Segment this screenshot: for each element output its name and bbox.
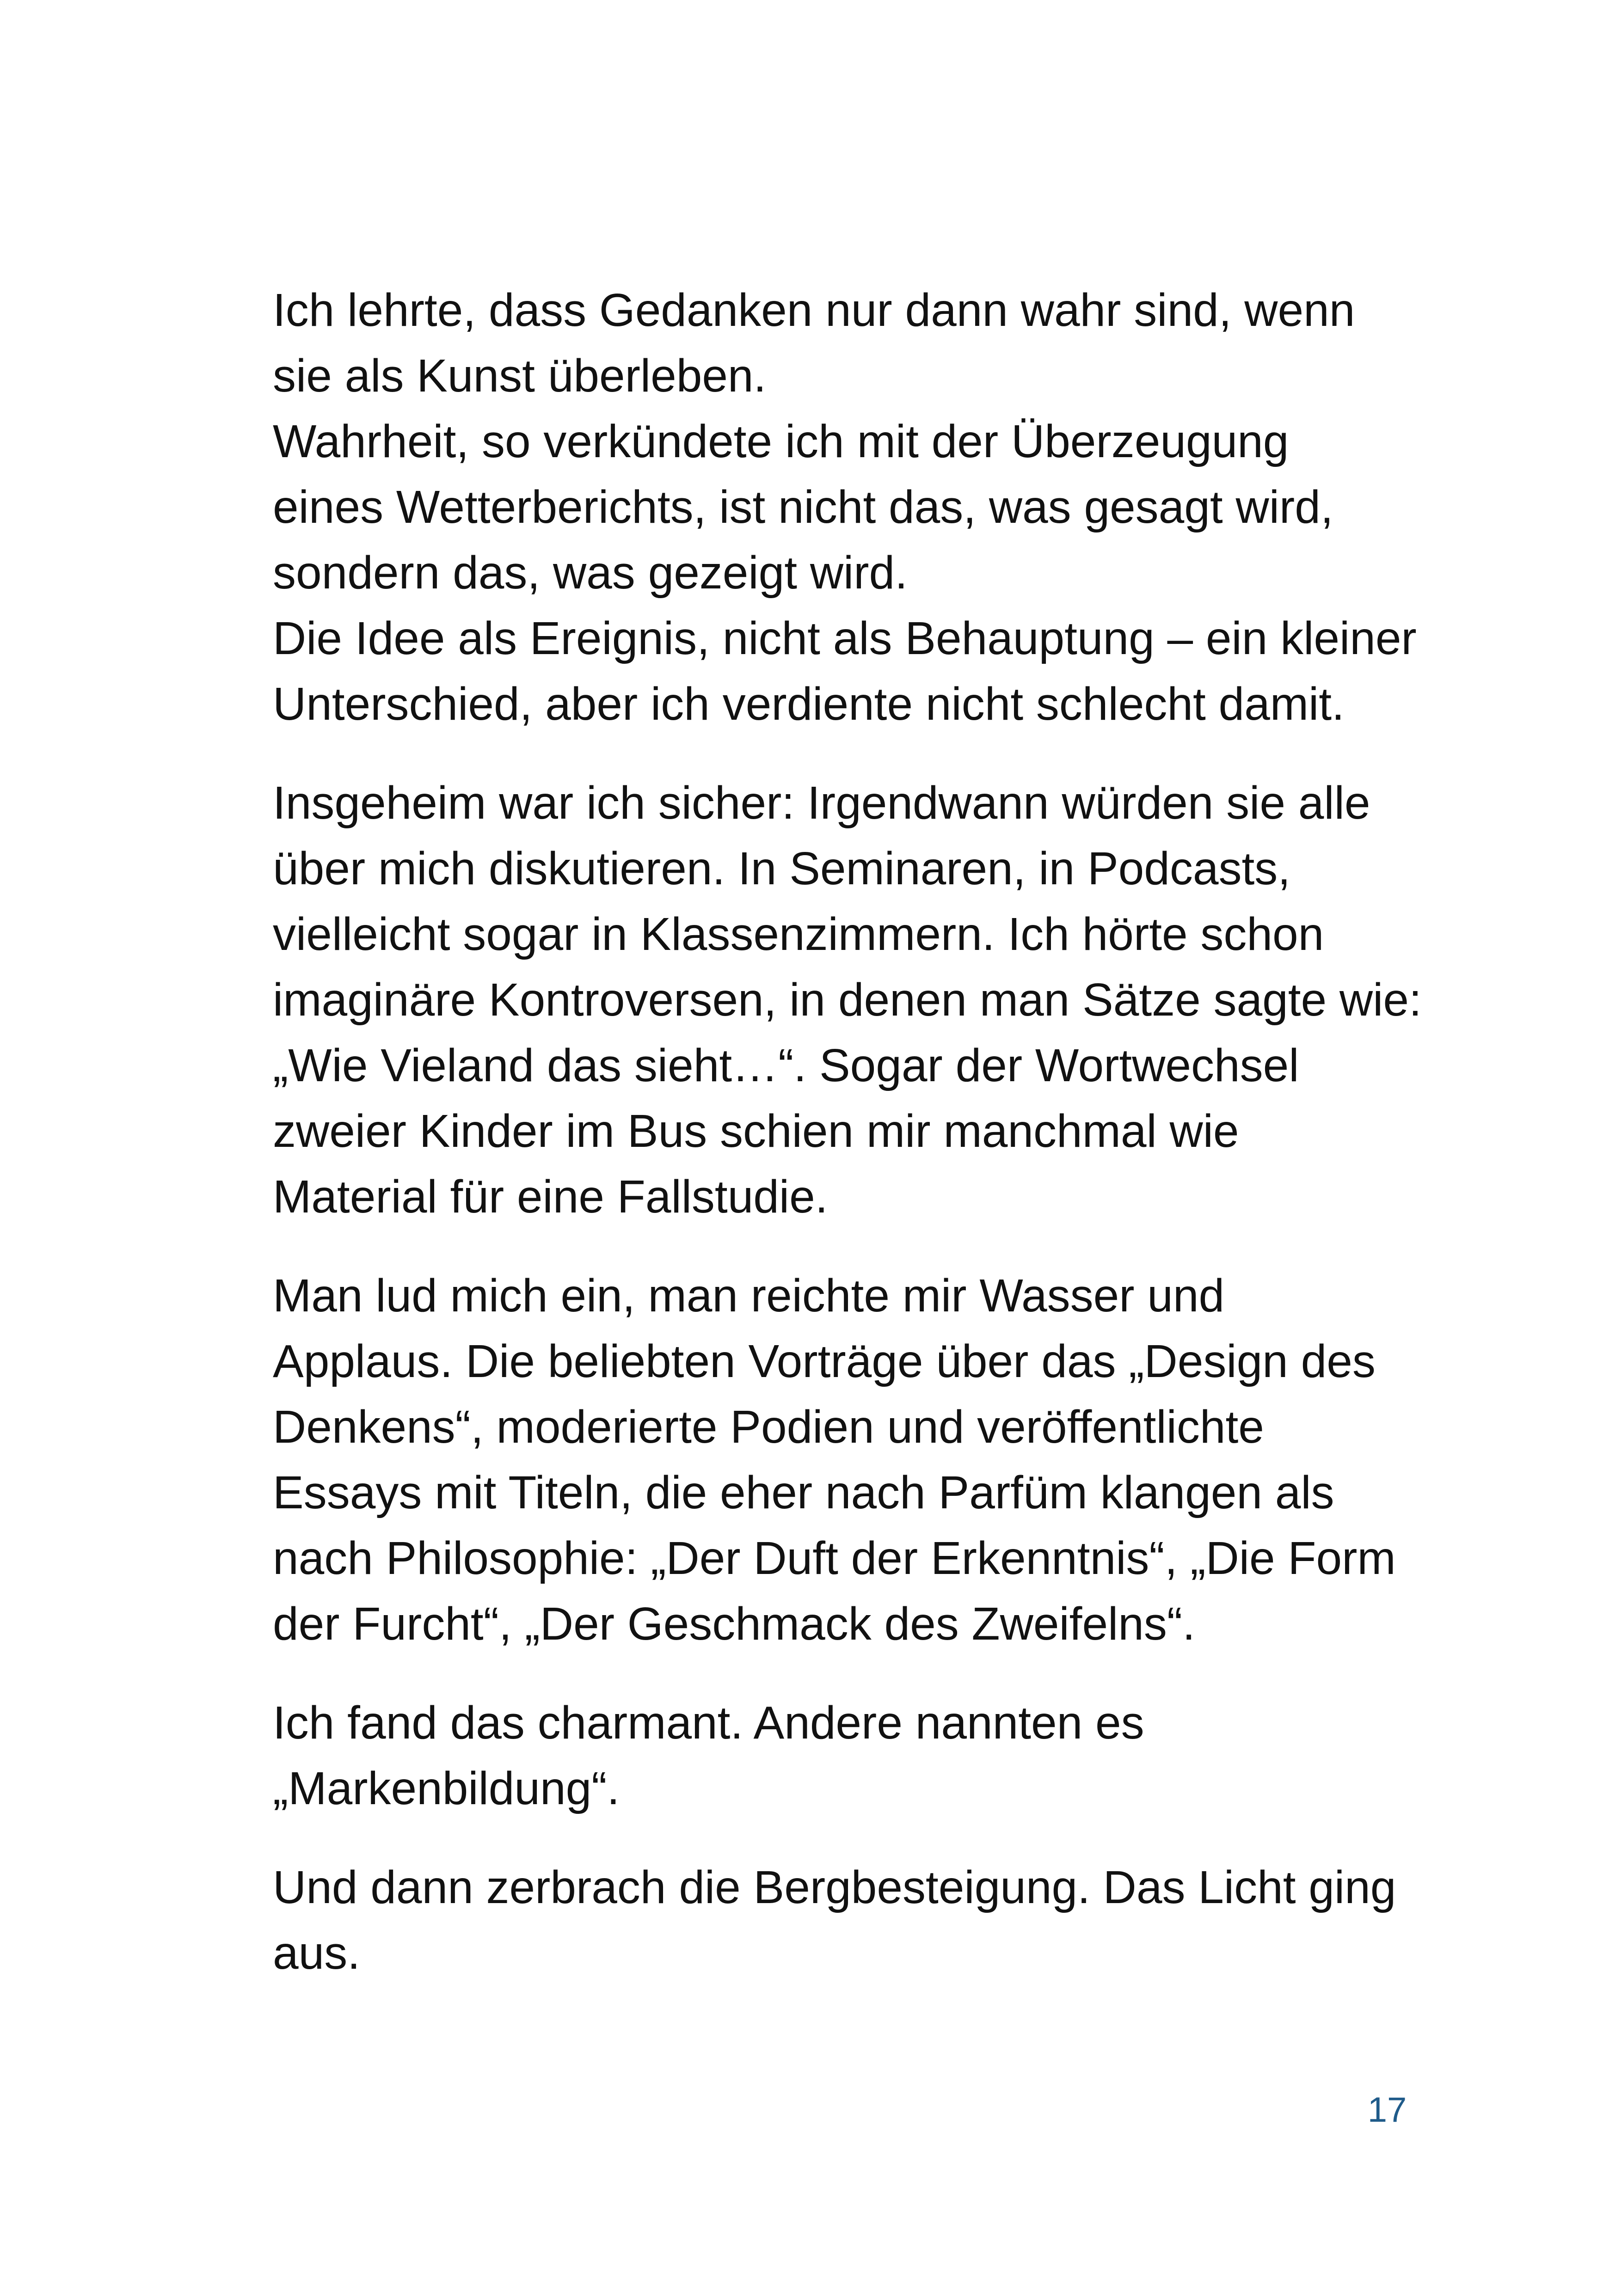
text-line: Denkens“, moderierte Podien und veröffentlichte <box>273 1401 1264 1453</box>
paragraph-4 <box>273 1690 1406 1821</box>
text-line: aus. <box>273 1927 361 1979</box>
text-line: „Wie Vieland das sieht…“. Sogar der Wortwechsel <box>273 1040 1299 1091</box>
text-line: über mich diskutieren. In Seminaren, in Podcasts, <box>273 843 1291 894</box>
paragraph-2 <box>273 770 1422 1230</box>
text-line: Material für eine Fallstudie. <box>273 1171 828 1223</box>
text-line: Und dann zerbrach die Bergbesteigung. Das Licht ging <box>273 1861 1396 1913</box>
text-line: sie als Kunst überleben. <box>273 350 767 402</box>
text-line: eines Wetterberichts, ist nicht das, was gesagt wird, <box>273 481 1333 533</box>
paragraph-5 <box>273 1855 1406 1986</box>
text-line: nach Philosophie: „Der Duft der Erkenntnis“, „Die Form <box>273 1532 1396 1584</box>
text-line: Die Idee als Ereignis, nicht als Behauptung – ein kleiner <box>273 612 1417 664</box>
text-line: sondern das, was gezeigt wird. <box>273 547 908 599</box>
page-number: 17 <box>1367 2090 1407 2130</box>
text-line: imaginäre Kontroversen, in denen man Sätze sagte wie: <box>273 974 1422 1026</box>
text-line: Essays mit Titeln, die eher nach Parfüm klangen als <box>273 1467 1334 1518</box>
body-text <box>273 277 1422 2019</box>
text-line: Man lud mich ein, man reichte mir Wasser und <box>273 1270 1225 1322</box>
text-line: Applaus. Die beliebten Vorträge über das „Design des <box>273 1335 1376 1387</box>
text-line: Unterschied, aber ich verdiente nicht schlecht damit. <box>273 678 1345 730</box>
text-line: vielleicht sogar in Klassenzimmern. Ich hörte schon <box>273 908 1324 960</box>
paragraph-3 <box>273 1263 1406 1657</box>
text-line: zweier Kinder im Bus schien mir manchmal wie <box>273 1105 1239 1157</box>
text-line: „Markenbildung“. <box>273 1763 620 1814</box>
text-line: Wahrheit, so verkündete ich mit der Überzeugung <box>273 416 1289 467</box>
paragraph-1 <box>273 277 1417 737</box>
text-line: Ich lehrte, dass Gedanken nur dann wahr sind, wenn <box>273 284 1355 336</box>
text-line: Insgeheim war ich sicher: Irgendwann würden sie alle <box>273 777 1370 829</box>
text-line: der Furcht“, „Der Geschmack des Zweifelns“. <box>273 1598 1195 1650</box>
text-line: Ich fand das charmant. Andere nannten es <box>273 1697 1144 1749</box>
